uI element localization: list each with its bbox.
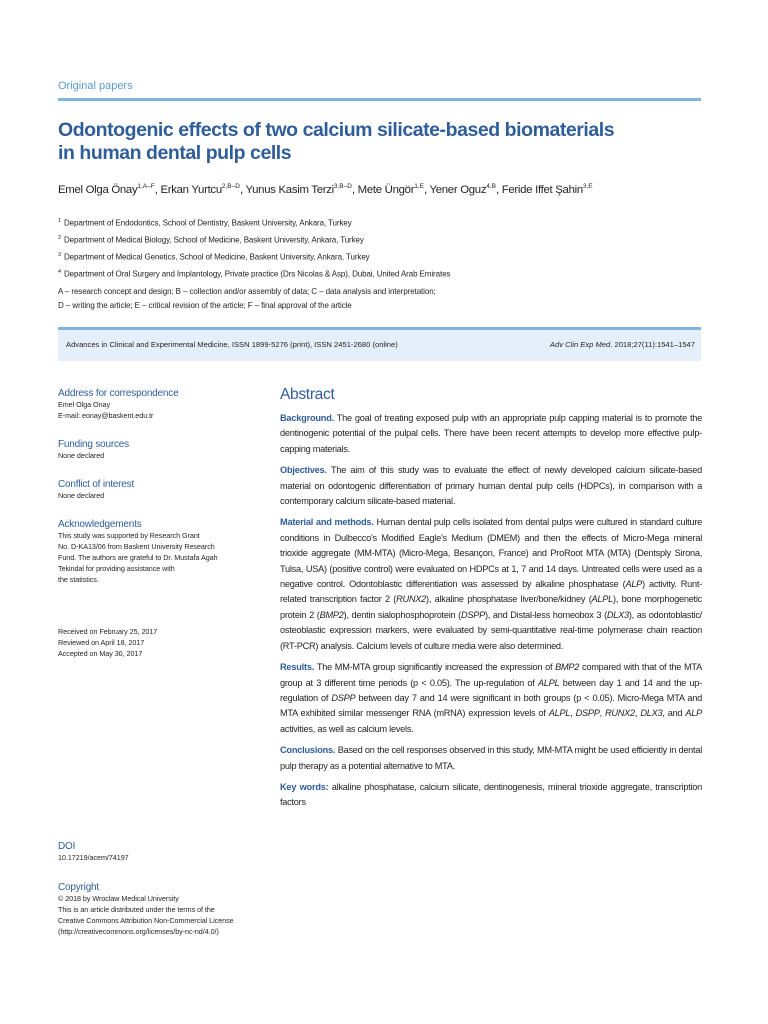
- results-text: compared with that of the MTA group at 3 different time periods (p < 0.05). The up-regulation of: [280, 662, 702, 688]
- results-text: between day 7 and 14 were significant in both groups (p < 0.05). Micro-Mega MTA and MTA exhibited similar messenger RNA (mRNA) expression levels of: [280, 692, 702, 719]
- correspondence-block: [58, 388, 238, 421]
- doi-text[interactable]: 10.17219/acem/74197: [58, 853, 129, 862]
- acknowledgements-line: No. D-KA13/06 from Baskent University Research: [58, 542, 215, 551]
- top-rule: [58, 98, 701, 101]
- gene-name: DSPP: [331, 692, 356, 703]
- doi-heading: DOI: [58, 841, 76, 852]
- abstract-objectives: [280, 463, 702, 509]
- copyright-line: Creative Commons Attribution Non-Commercial License: [58, 916, 234, 925]
- results-text: ,: [634, 708, 641, 719]
- methods-text: ), alkaline phosphatase liver/bone/kidney (: [426, 594, 592, 605]
- affiliation-number: 4: [58, 269, 61, 276]
- objectives-text: The aim of this study was to evaluate the effect of newly developed calcium silicate-based material on odontogenic differentiation of primary human dental pulp cells (HDPCs), in comparison with a contemporary calcium silicate-based material.: [280, 465, 702, 507]
- author-sup: 3,B–D: [333, 183, 352, 190]
- article-title: [58, 119, 698, 165]
- methods-text: ), and Distal-less homeobox 3 (: [485, 609, 607, 620]
- author-sup: 4,B: [486, 183, 496, 190]
- citation-details: . 2018;27(11):1541–1547: [610, 340, 695, 349]
- copyright-license-link[interactable]: (http://creativecommons.org/licenses/by-nc-nd/4.0/): [58, 927, 219, 936]
- affiliations: [58, 214, 450, 283]
- gene-name: ALPL: [537, 677, 560, 688]
- methods-label: Material and methods.: [280, 517, 374, 528]
- methods-text: ), bone morphogenetic protein 2 (: [280, 594, 702, 620]
- affiliation-number: 1: [58, 218, 61, 224]
- acknowledgements-line: Tekindal for providing assistance with: [58, 564, 175, 573]
- title-line-2: in human dental pulp cells: [58, 142, 292, 164]
- objectives-label: Objectives.: [280, 465, 327, 476]
- results-text: The MM-MTA group significantly increased the expression of: [314, 662, 556, 673]
- conclusions-text: Based on the cell responses observed in this study, MM-MTA might be used efficiently in dental pulp therapy as a potential alternative to MTA.: [280, 745, 702, 771]
- results-text: ,: [570, 708, 576, 719]
- conclusions-label: Conclusions.: [280, 745, 336, 756]
- author-contributions: [58, 285, 436, 312]
- affiliation-item: [58, 214, 450, 231]
- gene-name: ALPL: [548, 708, 571, 719]
- author-sup: 3,E: [582, 183, 593, 190]
- affiliation-number: 3: [58, 252, 61, 259]
- doi-block: [58, 841, 238, 863]
- gene-name: DLX3: [606, 609, 629, 620]
- title-line-1: Odontogenic effects of two calcium silicate-based biomaterials: [58, 119, 615, 141]
- results-label: Results.: [280, 662, 315, 673]
- author-name: Yunus Kasim Terzi: [245, 183, 334, 196]
- reviewed-date: Reviewed on April 18, 2017: [58, 638, 145, 647]
- methods-text: ), as odontoblastic/ osteoblastic expression markers, were evaluated by semi-quantitative real-time polymerase chain reaction (RT-PCR) analysis. Calcium levels of culture media were also determined.: [280, 609, 702, 651]
- accepted-date: Accepted on May 30, 2017: [58, 649, 143, 658]
- contributions-line: D – writing the article; E – critical revision of the article; F – final approval of the article: [58, 300, 352, 310]
- funding-text: None declared: [58, 451, 105, 460]
- abstract-conclusions: [280, 743, 702, 774]
- gene-name: RUNX2: [605, 708, 635, 719]
- dates-block: [58, 626, 238, 659]
- copyright-line: © 2018 by Wroclaw Medical University: [58, 894, 179, 903]
- conflict-block: [58, 479, 238, 501]
- affiliation-item: [58, 231, 450, 248]
- author-name: Feride Iffet Şahin: [501, 183, 583, 196]
- keywords-label: Key words:: [280, 781, 329, 792]
- correspondence-email[interactable]: E-mail: eonay@baskent.edu.tr: [58, 411, 154, 420]
- author-name: Emel Olga Önay: [58, 183, 138, 196]
- methods-text: ) activity. Runt-related transcription factor 2 (: [280, 579, 702, 605]
- gene-name: ALP: [685, 708, 703, 719]
- abstract-heading: Abstract: [280, 386, 335, 403]
- author-sup: 1,E: [414, 183, 424, 190]
- affiliation-number: 2: [58, 235, 61, 242]
- author-sup: 1,A–F: [137, 183, 155, 190]
- results-text: ,: [599, 708, 606, 719]
- affiliation-item: [58, 248, 450, 265]
- affiliation-text: Department of Medical Genetics, School of Medicine, Baskent University, Ankara, Turkey: [63, 252, 370, 262]
- abstract-methods: [280, 515, 702, 654]
- results-text: between day 1 and 14 and the up-regulation of: [280, 677, 702, 703]
- acknowledgements-line: This study was supported by Research Grant: [58, 531, 200, 540]
- affiliation-item: [58, 265, 450, 282]
- copyright-heading: Copyright: [58, 882, 99, 893]
- acknowledgements-line: the statistics.: [58, 575, 99, 584]
- section-label: Original papers: [58, 80, 133, 92]
- correspondence-name: Emel Olga Onay: [58, 400, 111, 409]
- author-sup: 2,B–D: [221, 183, 240, 190]
- results-text: , and: [662, 708, 686, 719]
- journal-band: [58, 327, 701, 361]
- acknowledgements-heading: Acknowledgements: [58, 519, 142, 530]
- abstract-results: [280, 660, 702, 737]
- author-name: Erkan Yurtcu: [160, 183, 222, 196]
- author-list: Emel Olga Önay$^{1,A-F}$, Erkan Yurtcu$^{2,B-D}$, Yunus Kasim Terzi$^{3,B-D}$, Mete Üngör$^{1,E}$, Yener Oguz$^{4,B}$, Feride Iffet Şahin$^{3,E}$: [58, 183, 593, 196]
- author-name: Yener Oguz: [429, 183, 487, 196]
- gene-name: DSPP: [460, 609, 486, 620]
- gene-name: BMP2: [319, 609, 344, 620]
- gene-name: ALPL: [591, 594, 613, 605]
- gene-name: RUNX2: [396, 594, 427, 605]
- gene-name: BMP2: [555, 662, 580, 673]
- methods-text: Human dental pulp cells isolated from dental pulps were cultured in standard culture conditions in Dulbecco's Modified Eagle's Medium (DMEM) and then the effects of Micro-Mega mineral trioxide aggregate (MM-MTA) (Micro-Mega, Besançon, France) and ProRoot MTA (MTA) (Dentsply Sirona, Tulsa, USA) (positive control) were evaluated on HDPCs at 1, 7 and 14 days. Untreated cells were used as a negative control. Odontoblastic differentiation was assessed by alkaline phosphatase (: [280, 517, 702, 590]
- acknowledgements-line: Fund. The authors are grateful to Dr. Mustafa Agah: [58, 553, 218, 562]
- methods-text: ), dentin sialophosphoprotein (: [343, 609, 461, 620]
- abstract-body: [280, 411, 702, 817]
- gene-name: DSPP: [575, 708, 600, 719]
- correspondence-heading: Address for correspondence: [58, 388, 179, 399]
- gene-name: ALP: [625, 579, 643, 590]
- abstract-keywords: [280, 780, 702, 811]
- citation-journal: Adv Clin Exp Med: [549, 340, 611, 349]
- affiliation-text: Department of Medical Biology, School of Medicine, Baskent University, Ankara, Turkey: [63, 235, 364, 245]
- funding-heading: Funding sources: [58, 439, 129, 450]
- contributions-line: A – research concept and design; B – collection and/or assembly of data; C – data analysis and interpretation;: [58, 287, 436, 296]
- background-text: The goal of treating exposed pulp with an appropriate pulp capping material is to promote the dentinogenic potential of the pulpal cells. There have been recent attempts to develop more effective pulp-capping materials.: [280, 413, 702, 454]
- background-label: Background.: [280, 413, 334, 423]
- funding-block: [58, 439, 238, 461]
- affiliation-text: Department of Endodontics, School of Dentistry, Baskent University, Ankara, Turkey: [63, 218, 352, 228]
- gene-name: DLX3: [640, 708, 663, 719]
- received-date: Received on February 25, 2017: [58, 627, 158, 636]
- copyright-line: This is an article distributed under the terms of the: [58, 905, 215, 914]
- conflict-text: None declared: [58, 491, 105, 500]
- author-name: Mete Üngör: [357, 183, 415, 196]
- results-text: activities, as well as calcium levels.: [280, 723, 414, 734]
- acknowledgements-block: [58, 519, 238, 585]
- abstract-background: [280, 411, 702, 457]
- citation: [550, 340, 695, 349]
- journal-info: Advances in Clinical and Experimental Medicine, ISSN 1899-5276 (print), ISSN 2451-2680 (online): [66, 340, 398, 349]
- affiliation-text: Department of Oral Surgery and Implantology, Private practice (Drs Nicolas & Asp), Dubai, United Arab Emirates: [63, 270, 451, 280]
- copyright-block: [58, 882, 238, 937]
- conflict-heading: Conflict of interest: [58, 479, 135, 490]
- keywords-text: alkaline phosphatase, calcium silicate, dentinogenesis, mineral trioxide aggregate, transcription factors: [280, 781, 703, 808]
